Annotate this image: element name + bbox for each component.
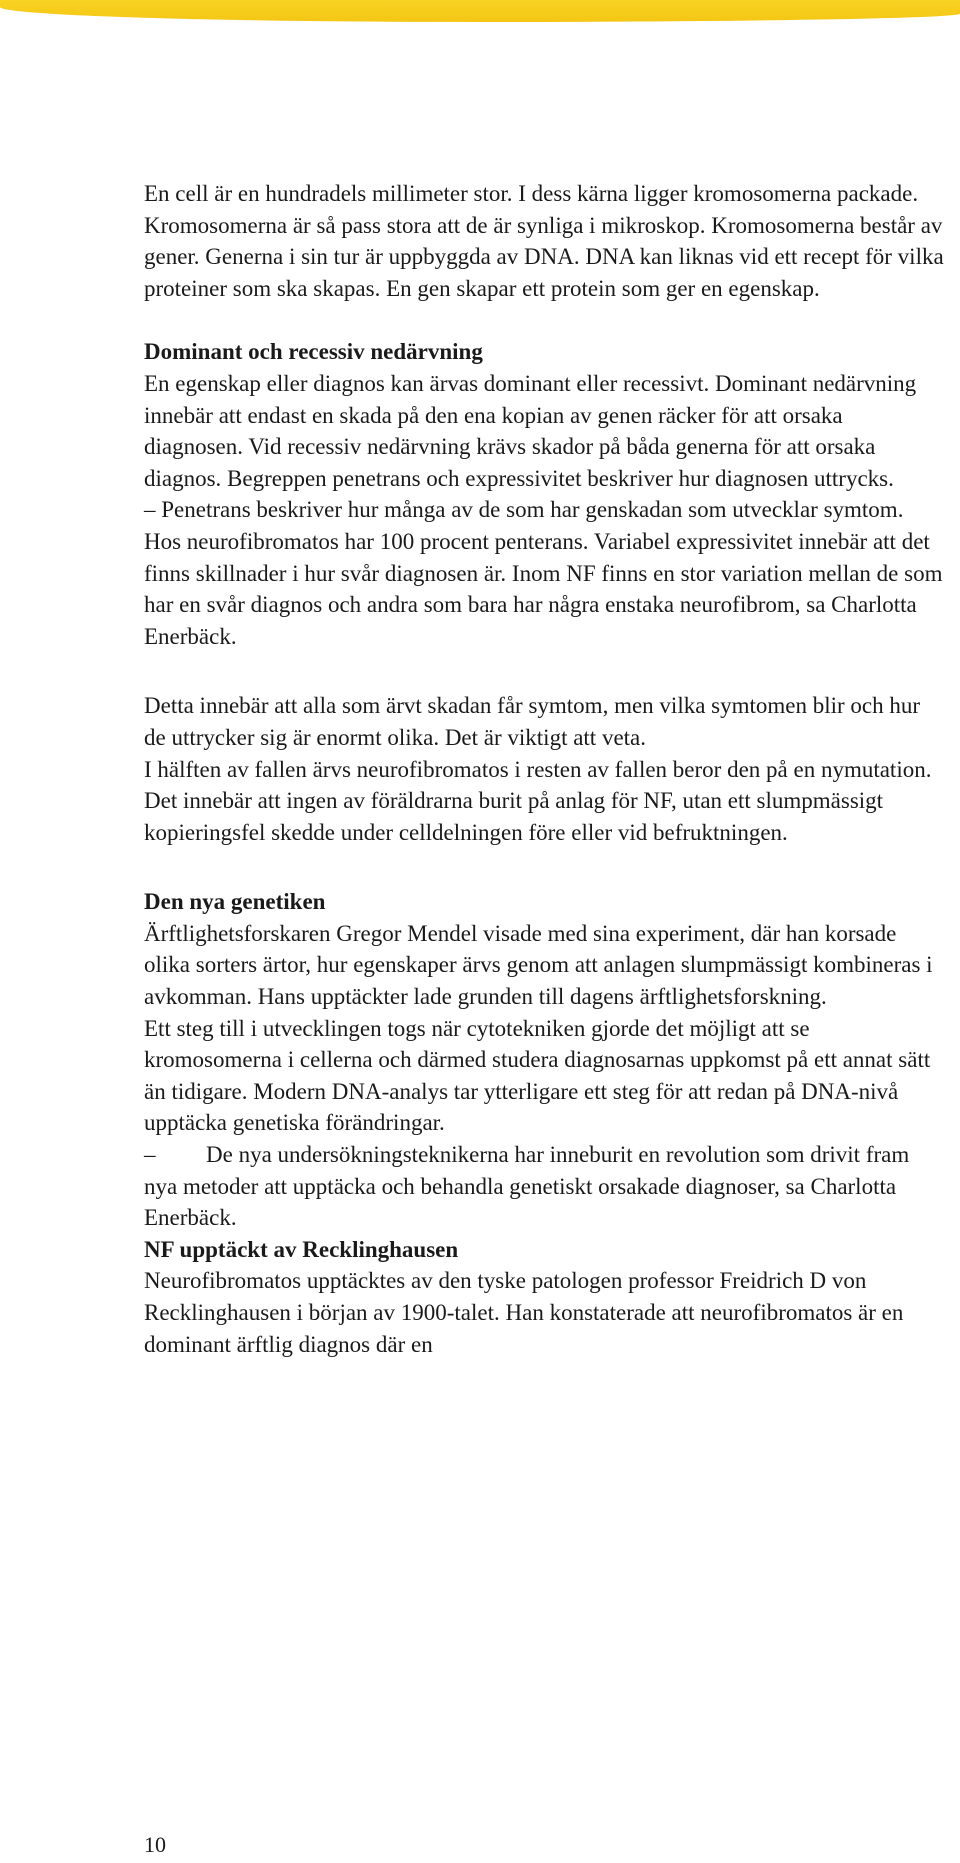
quote-text: De nya undersökningsteknikerna har inneburit en revolution som drivit fram nya metoder att upptäcka och behandla genetiskt orsakade diagnoser, sa Charlotta Enerbäck. [144,1142,910,1231]
heading-new-genetics: Den nya genetiken [144,889,326,915]
quote-dash: – [144,1142,156,1168]
paragraph-mendel: Ärftlighetsforskaren Gregor Mendel visade med sina experiment, där han korsade olika sorters ärtor, hur egenskaper ärvs genom att anlagen slumpmässigt kombineras i avkomman. Hans upptäckter lade grunden till dagens ärftlighetsforskning. [144,920,933,1010]
heading-recklinghausen: NF upptäckt av Recklinghausen [144,1236,459,1262]
paragraph-inheritance: En egenskap eller diagnos kan ärvas dominant eller recessivt. Dominant nedärvning innebär att endast en skada på den ena kopian av genen räcker för att orsaka diagnosen. Vid recessiv nedärvning krävs skador på båda generna för att orsaka diagnos. Begreppen penetrans och expressivitet beskriver hur diagnosen uttrycks. [144,370,917,491]
paragraph-new-mutation: I hälften av fallen ärvs neurofibromatos i resten av fallen beror den på en nymutation. Det innebär att ingen av föräldrarna burit på anlag för NF, utan ett slumpmässigt kopieringsfel skedde under celldelningen före eller vid befruktningen. [144,756,932,845]
article-body [144,178,944,1360]
paragraph-gap [144,304,944,336]
paragraph-revolution-quote [144,1139,944,1234]
heading-dominant-recessive: Dominant och recessiv nedärvning [144,339,483,365]
paragraph-cell-intro: En cell är en hundradels millimeter stor. I dess kärna ligger kromosomerna packade. Kromosomerna är så pass stora att de är synliga i mikroskop. Kromosomerna består av gener. Generna i sin tur är uppbyggda av DNA. DNA kan liknas vid ett recept för vilka proteiner som ska skapas. En gen skapar ett protein som ger en egenskap. [144,181,944,301]
paragraph-symptoms: Detta innebär att alla som ärvt skadan får symtom, men vilka symtomen blir och hur de uttrycker sig är enormt olika. Det är viktigt att veta. [144,693,921,750]
top-accent-band [0,0,960,22]
paragraph-recklinghausen: Neurofibromatos upptäcktes av den tyske patologen professor Freidrich D von Recklinghausen i början av 1900-talet. Han konstaterade att neurofibromatos är en dominant ärftlig diagnos där en [144,1268,904,1357]
page-number: 10 [144,1832,166,1857]
paragraph-penetrance-quote: – Penetrans beskriver hur många av de som har genskadan som utvecklar symtom. Hos neurofibromatos har 100 procent penterans. Variabel expressivitet innebär att det finns skillnader i hur svår diagnosen är. Inom NF finns en stor variation mellan de som har en svår diagnos och andra som bara har några enstaka neurofibrom, sa Charlotta Enerbäck. [144,497,943,649]
paragraph-gap [144,848,944,886]
paragraph-gap [144,652,944,690]
paragraph-cytotechnique: Ett steg till i utvecklingen togs när cytotekniken gjorde det möjligt att se kromosomerna i cellerna och därmed studera diagnosarnas uppkomst på ett annat sätt än tidigare. Modern DNA-analys tar ytterligare ett steg för att redan på DNA-nivå upptäcka genetiska förändringar. [144,1015,931,1136]
